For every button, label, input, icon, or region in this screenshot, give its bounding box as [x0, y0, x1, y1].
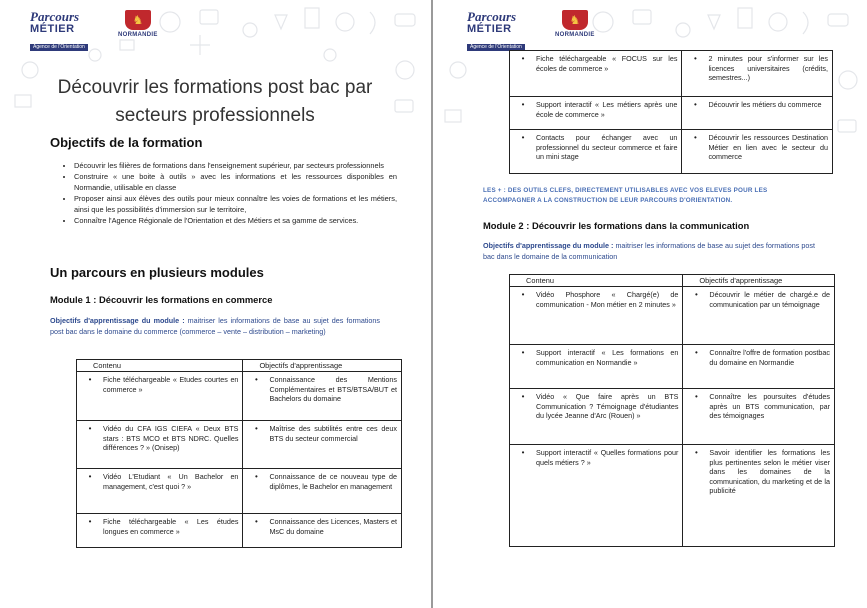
cell-contenu: • Support interactif « Les métiers après une école de commerce »	[510, 97, 682, 130]
objective-item: • Construire « une boite à outils » avec les informations et les ressources disponibles en Normandie, utilisable en classe	[74, 172, 397, 193]
objectives-list	[62, 161, 397, 227]
logo-line2: MÉTIER	[467, 23, 512, 35]
cell-contenu: • Vidéo du CFA IGS CIEFA « Deux BTS stars : BTS MCO et BTS NDRC. Quelles différences ? » (Onisep)	[77, 421, 243, 469]
module1-table	[76, 359, 402, 548]
lions-shield-icon: ♞	[125, 10, 151, 30]
module2-title: Module 2 : Découvrir les formations dans la communication	[483, 220, 750, 231]
module1-objective-label: Objectifs d'apprentissage du module :	[50, 316, 185, 325]
cell-objectif: • Connaître les poursuites d'études après un BTS communication, par des témoignages	[683, 389, 835, 445]
logo-tagline: Agence de l'Orientation	[467, 44, 525, 51]
cell-objectif: • 2 minutes pour s'informer sur les licences universitaires (crédits, semestres...)	[682, 51, 833, 97]
normandie-region-logo	[118, 10, 158, 38]
cell-contenu: • Vidéo « Que faire après un BTS Communication ? Témoignage d'étudiantes du lycée Jeanne d'Arc (Rouen) »	[510, 389, 683, 445]
cell-objectif: • Connaissance de ce nouveau type de diplômes, le Bachelor en management	[243, 469, 402, 514]
module2-objective	[483, 241, 815, 262]
cell-objectif: • Connaissance des Licences, Masters et MsC du domaine	[243, 514, 402, 548]
table-row	[510, 51, 833, 97]
table-row	[510, 287, 835, 345]
parcours-metier-logo	[30, 9, 108, 50]
parcours-heading: Un parcours en plusieurs modules	[50, 265, 264, 280]
table-header-row	[510, 275, 835, 287]
table-row	[510, 389, 835, 445]
cell-contenu: • Fiche téléchargeable « Etudes courtes en commerce »	[77, 372, 243, 421]
logo-line2: MÉTIER	[30, 23, 75, 35]
cell-contenu: • Support interactif « Quelles formations pour quels métiers ? »	[510, 445, 683, 547]
cell-contenu: • Fiche téléchargeable « FOCUS sur les écoles de commerce »	[510, 51, 682, 97]
cell-objectif: • Découvrir le métier de chargé.e de communication par un témoignage	[683, 287, 835, 345]
cell-objectif: • Connaissance des Mentions Complémentaires et BTS/BTSA/BUT et Bachelors du domaine	[243, 372, 402, 421]
header-logos	[30, 9, 158, 50]
header-logos	[467, 9, 595, 50]
module2-objective-text: maitriser les informations de base au sujet des formations post bac dans le domaine de la communication	[483, 241, 815, 261]
table-row	[77, 469, 402, 514]
table-row	[77, 514, 402, 548]
parcours-metier-logo	[467, 9, 545, 50]
objective-item: • Découvrir les filières de formations dans l'enseignement supérieur, par secteurs professionnels	[74, 161, 397, 171]
region-name: NORMANDIE	[555, 32, 595, 38]
module2-table	[509, 274, 835, 547]
cell-objectif: • Connaître l'offre de formation postbac du domaine en Normandie	[683, 345, 835, 389]
cell-contenu: • Contacts pour échanger avec un professionnel du secteur commerce et faire un mini stage	[510, 130, 682, 174]
region-name: NORMANDIE	[118, 32, 158, 38]
table-header-row	[77, 360, 402, 372]
objective-item: • Connaître l'Agence Régionale de l'Orientation et des Métiers et sa gamme de services.	[74, 216, 397, 226]
logo-tagline: Agence de l'Orientation	[30, 44, 88, 51]
column-header-contenu: Contenu	[510, 275, 683, 287]
logo-line1: Parcours	[467, 9, 517, 24]
table-row	[510, 97, 833, 130]
document-page-left	[0, 0, 431, 608]
module1-objective-text: maitriser les informations de base au sujet des formations post bac dans le domaine du commerce (commerce – vente – distribution – marketing)	[50, 316, 381, 336]
document-title: Découvrir les formations post bac par secteurs professionnels	[57, 77, 373, 126]
cell-contenu: • Support interactif « Les formations en communication en Normandie »	[510, 345, 683, 389]
cell-contenu: • Vidéo Phosphore « Chargé(e) de communication - Mon métier en 2 minutes »	[510, 287, 683, 345]
logo-line1: Parcours	[30, 9, 80, 24]
column-header-objectifs: Objectifs d'apprentissage	[683, 275, 835, 287]
cell-objectif: • Maîtrise des subtilités entre ces deux BTS du secteur commercial	[243, 421, 402, 469]
module1-table-continued	[509, 50, 833, 174]
module1-objective	[50, 316, 380, 337]
table-row	[77, 421, 402, 469]
objective-item: • Proposer ainsi aux élèves des outils pour mieux connaître les voies de formations et les métiers, ainsi que les possibilités d'immersion sur le territoire,	[74, 194, 397, 215]
cell-objectif: • Découvrir les ressources Destination Métier en lien avec le secteur du commerce	[682, 130, 833, 174]
objectives-heading: Objectifs de la formation	[50, 135, 203, 150]
les-plus-note: LES + : DES OUTILS CLEFS, DIRECTEMENT UTILISABLES AVEC VOS ELEVES POUR LES ACCOMPAGNER A LA CONSTRUCTION DE LEUR PARCOURS D'ORIENTATION.	[483, 187, 768, 204]
column-header-objectifs: Objectifs d'apprentissage	[243, 360, 402, 372]
module1-title: Module 1 : Découvrir les formations en commerce	[50, 294, 273, 305]
cell-objectif: • Savoir identifier les formations les plus pertinentes selon le métier viser dans les domaines de la communication, du marketing et de la publicité	[683, 445, 835, 547]
cell-objectif: • Découvrir les métiers du commerce	[682, 97, 833, 130]
module2-objective-label: Objectifs d'apprentissage du module :	[483, 241, 614, 250]
cell-contenu: • Vidéo L'Etudiant « Un Bachelor en management, c'est quoi ? »	[77, 469, 243, 514]
normandie-region-logo	[555, 10, 595, 38]
lions-shield-icon: ♞	[562, 10, 588, 30]
table-row	[510, 345, 835, 389]
table-row	[77, 372, 402, 421]
table-row	[510, 445, 835, 547]
cell-contenu: • Fiche téléchargeable « Les études longues en commerce »	[77, 514, 243, 548]
table-row	[510, 130, 833, 174]
column-header-contenu: Contenu	[77, 360, 243, 372]
